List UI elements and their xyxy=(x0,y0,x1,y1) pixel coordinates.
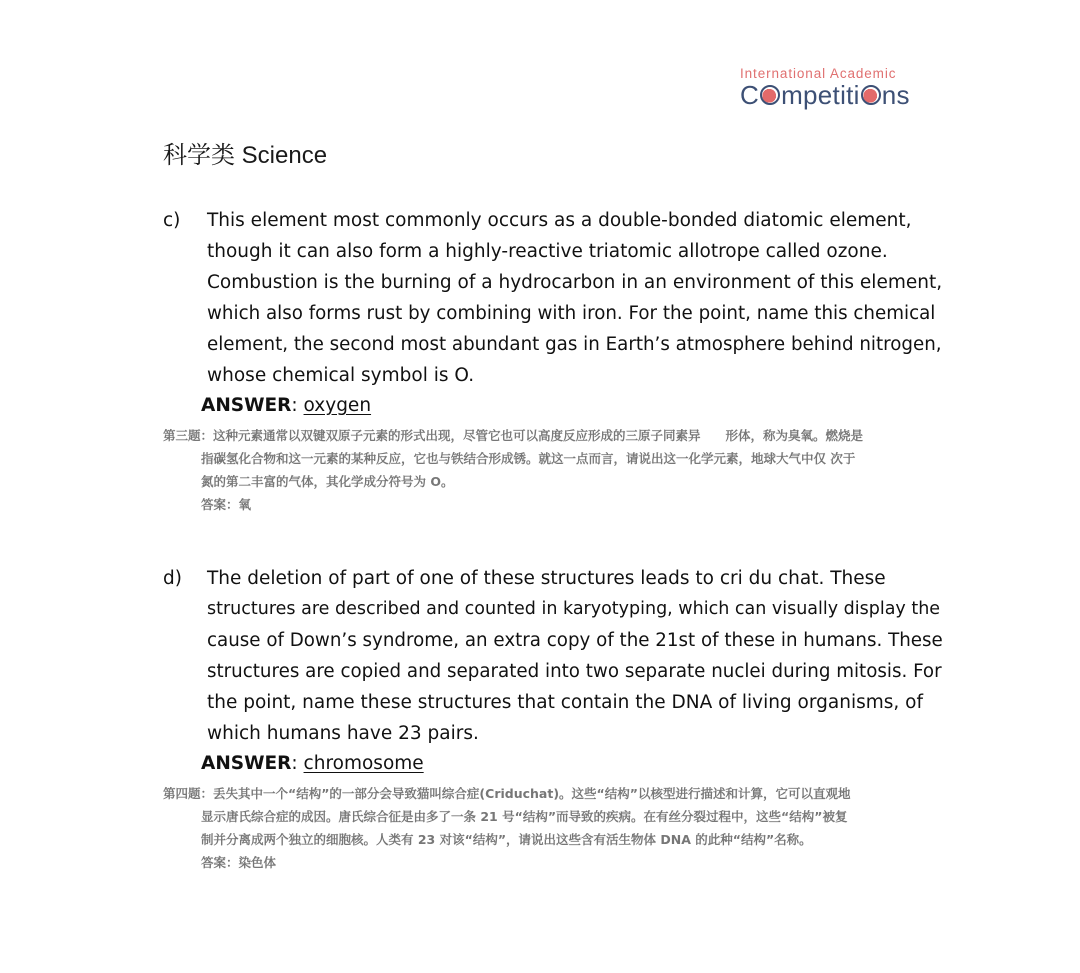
cn-answer-label: 答案 xyxy=(201,497,227,512)
question-line: cause of Down’s syndrome, an extra copy of the 21st of these in humans. These xyxy=(207,630,943,651)
cn-answer-value: ：染色体 xyxy=(226,855,277,870)
question-line: which humans have 23 pairs. xyxy=(207,723,479,744)
answer-separator: : xyxy=(291,395,304,416)
cn-line: 第四题：丢失其中一个“结构”的一部分会导致猫叫综合症(Criduchat)。这些“结构”以核型进行描述和计算，它可以直观地 xyxy=(163,786,851,801)
question-line: The deletion of part of one of these structures leads to cri du chat. These xyxy=(207,568,886,589)
logo-main-text xyxy=(740,82,916,108)
answer-label: ANSWER xyxy=(201,753,292,774)
answer-label: ANSWER xyxy=(201,395,292,416)
page-title: 科学类 Science xyxy=(163,142,328,169)
answer xyxy=(201,752,943,776)
chinese-translation xyxy=(163,782,943,874)
chinese-translation xyxy=(163,424,943,516)
question-text xyxy=(207,563,943,749)
logo-main-end: ns xyxy=(881,80,910,110)
answer-value: chromosome xyxy=(303,753,424,774)
logo-main-start: C xyxy=(740,80,760,110)
answer-separator: : xyxy=(291,753,304,774)
question-text xyxy=(207,205,943,391)
question-c xyxy=(163,205,943,516)
cn-answer-label: 答案 xyxy=(201,855,227,870)
question-marker: c) xyxy=(163,210,181,231)
answer xyxy=(201,394,943,418)
globe-icon xyxy=(760,85,780,105)
answer-value: oxygen xyxy=(303,395,372,416)
question-line: This element most commonly occurs as a double-bonded diatomic element, xyxy=(207,210,912,231)
question-line: the point, name these structures that contain the DNA of living organisms, of xyxy=(207,692,923,713)
cn-line: 制并分离成两个独立的细胞核。人类有 23 对该“结构”，请说出这些含有活生物体 DNA 的此种“结构”名称。 xyxy=(201,832,812,847)
question-line: whose chemical symbol is O. xyxy=(207,365,475,386)
question-line: though it can also form a highly-reactive triatomic allotrope called ozone. xyxy=(207,241,888,262)
question-line: structures are copied and separated into two separate nuclei during mitosis. For xyxy=(207,661,942,682)
cn-line: 显示唐氏综合症的成因。唐氏综合征是由多了一条 21 号“结构”而导致的疾病。在有丝分裂过程中，这些“结构”被复 xyxy=(201,809,848,824)
cn-line: 指碳氢化合物和这一元素的某种反应，它也与铁结合形成锈。就这一点而言，请说出这一化学元素，地球大气中仅 次于 xyxy=(201,451,856,466)
question-line: structures are described and counted in karyotyping, which can visually display the xyxy=(207,599,941,619)
globe-icon xyxy=(861,85,881,105)
question-line: element, the second most abundant gas in Earth’s atmosphere behind nitrogen, xyxy=(207,334,942,355)
cn-answer xyxy=(163,851,943,874)
cn-line: 第三题：这种元素通常以双键双原子元素的形式出现，尽管它也可以高度反应形成的三原子同素异 形体，称为臭氧。燃烧是 xyxy=(163,428,864,443)
competitions-logo xyxy=(740,66,916,108)
question-d xyxy=(163,563,943,874)
question-line: Combustion is the burning of a hydrocarbon in an environment of this element, xyxy=(207,272,943,293)
question-marker: d) xyxy=(163,568,182,589)
question-line: which also forms rust by combining with iron. For the point, name this chemical xyxy=(207,303,936,324)
logo-top-text: International Academic xyxy=(740,66,897,81)
cn-answer xyxy=(163,493,943,516)
cn-line: 氮的第二丰富的气体，其化学成分符号为 O。 xyxy=(201,474,454,489)
logo-main-middle: mpetiti xyxy=(781,80,860,110)
cn-answer-value: ：氧 xyxy=(226,497,252,512)
